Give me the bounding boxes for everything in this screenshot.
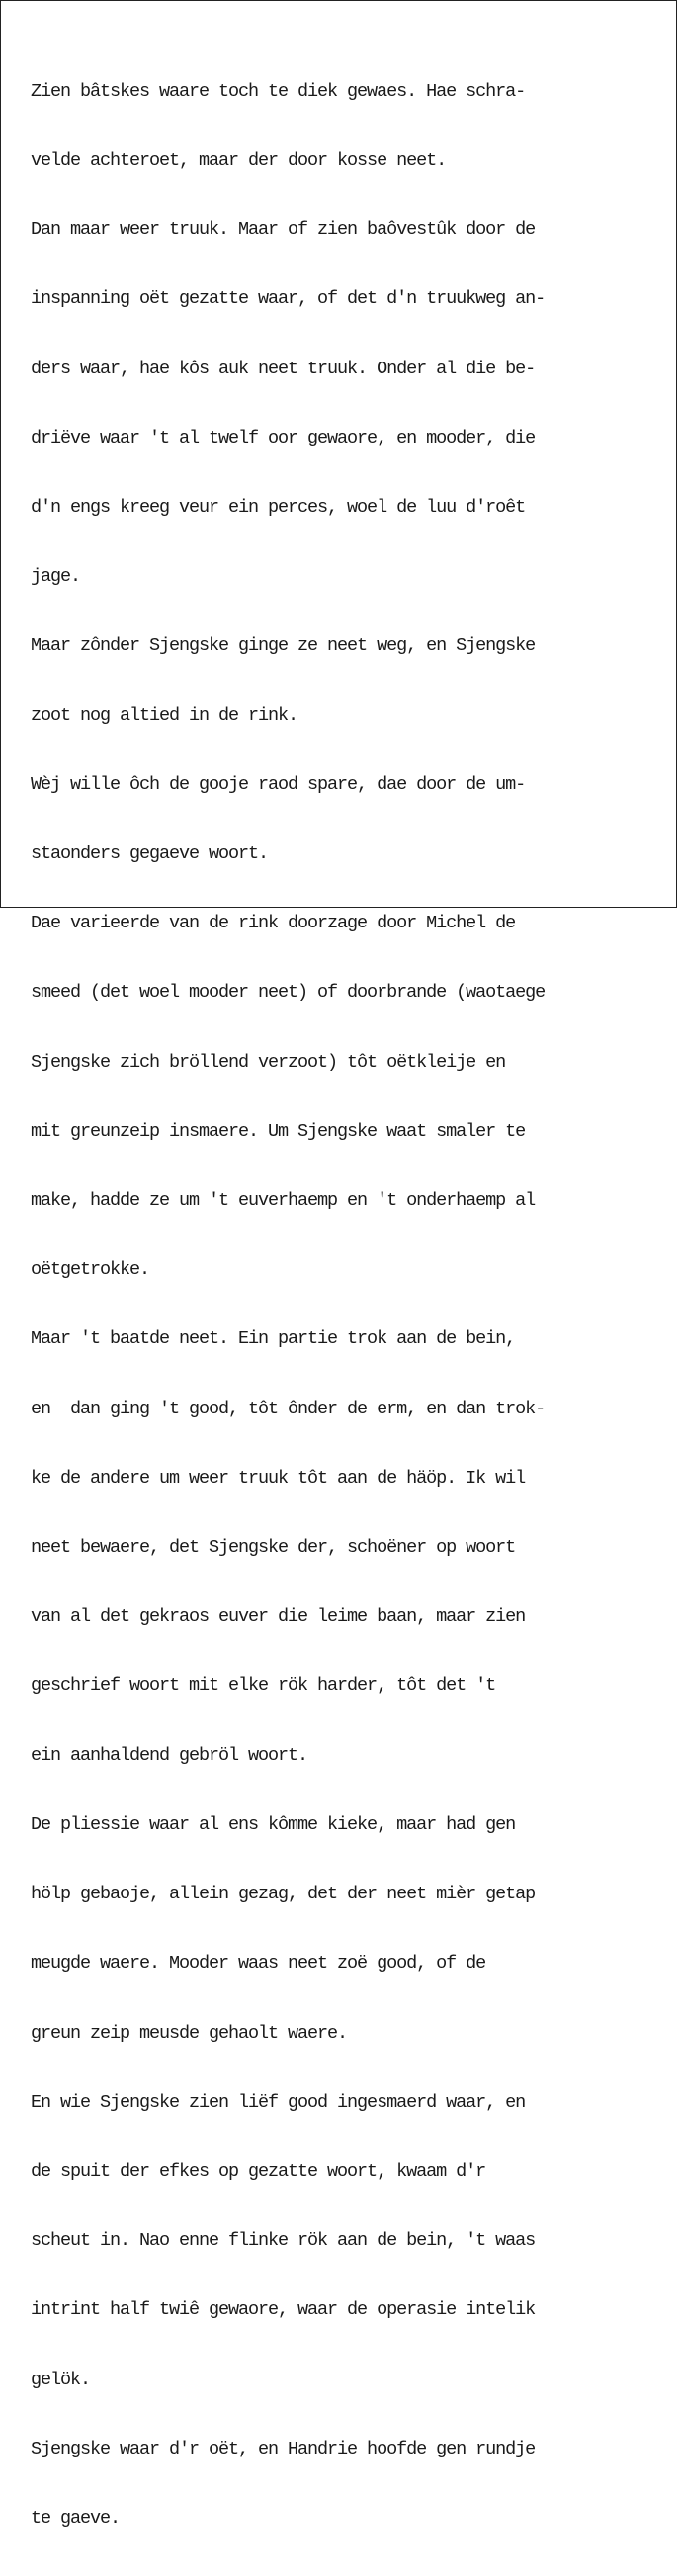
- text-line: zoot nog altied in de rink.: [31, 704, 298, 726]
- text-line: geschrief woort mit elke rök harder, tôt det 't: [31, 1675, 496, 1697]
- typewritten-text: [31, 34, 663, 2576]
- text-line: Maar 't baatde neet. Ein partie trok aan de bein,: [31, 1328, 516, 1350]
- text-line: scheut in. Nao enne flinke rök aan de bein, 't waas: [31, 2230, 536, 2252]
- text-line: velde achteroet, maar der door kosse neet.: [31, 150, 447, 172]
- text-line: gelök.: [31, 2369, 91, 2390]
- text-line: Dan maar weer truuk. Maar of zien baôvestûk door de: [31, 219, 536, 241]
- text-line: Zien bâtskes waare toch te diek gewaes. Hae schra-: [31, 80, 526, 102]
- text-line: ke de andere um weer truuk tôt aan de häöp. Ik wil: [31, 1467, 526, 1489]
- text-line: make, hadde ze um 't euverhaemp en 't onderhaemp al: [31, 1190, 536, 1212]
- text-line: inspanning oët gezatte waar, of det d'n truukweg an-: [31, 288, 546, 310]
- text-line: Maar zônder Sjengske ginge ze neet weg, en Sjengske: [31, 635, 536, 657]
- text-line: smeed (det woel mooder neet) of doorbrande (waotaege: [31, 982, 546, 1004]
- text-line: neet bewaere, det Sjengske der, schoëner op woort: [31, 1537, 516, 1559]
- text-line: meugde waere. Mooder waas neet zoë good, of de: [31, 1953, 486, 1974]
- text-line: mit greunzeip insmaere. Um Sjengske waat smaler te: [31, 1120, 526, 1142]
- text-line: En wie Sjengske zien liëf good ingesmaerd waar, en: [31, 2091, 526, 2113]
- text-line: staonders gegaeve woort.: [31, 844, 269, 865]
- text-line: de spuit der efkes op gezatte woort, kwaam d'r: [31, 2160, 486, 2182]
- text-line: greun zeip meusde gehaolt waere.: [31, 2022, 348, 2044]
- text-line: driëve waar 't al twelf oor gewaore, en mooder, die: [31, 427, 536, 448]
- text-line: Sjengske waar d'r oët, en Handrie hoofde gen rundje: [31, 2438, 536, 2459]
- text-line: ein aanhaldend gebröl woort.: [31, 1744, 308, 1766]
- text-line: jage.: [31, 566, 81, 588]
- text-line: De pliessie waar al ens kômme kieke, maar had gen: [31, 1813, 516, 1835]
- text-line: d'n engs kreeg veur ein perces, woel de luu d'roêt: [31, 497, 526, 519]
- text-line: en dan ging 't good, tôt ônder de erm, en dan trok-: [31, 1398, 546, 1419]
- text-line: ders waar, hae kôs auk neet truuk. Onder al die be-: [31, 358, 536, 379]
- text-line: intrint half twiê gewaore, waar de operasie intelik: [31, 2299, 536, 2321]
- text-line: oëtgetrokke.: [31, 1259, 150, 1281]
- text-line: te gaeve.: [31, 2507, 121, 2529]
- text-line: Dae varieerde van de rink doorzage door Michel de: [31, 913, 516, 934]
- text-line: Sjengske zich bröllend verzoot) tôt oëtkleije en: [31, 1051, 506, 1073]
- text-line: hölp gebaoje, allein gezag, det der neet mièr getap: [31, 1884, 536, 1905]
- text-line: Wèj wille ôch de gooje raod spare, dae door de um-: [31, 773, 526, 795]
- text-line: van al det gekraos euver die leime baan, maar zien: [31, 1606, 526, 1628]
